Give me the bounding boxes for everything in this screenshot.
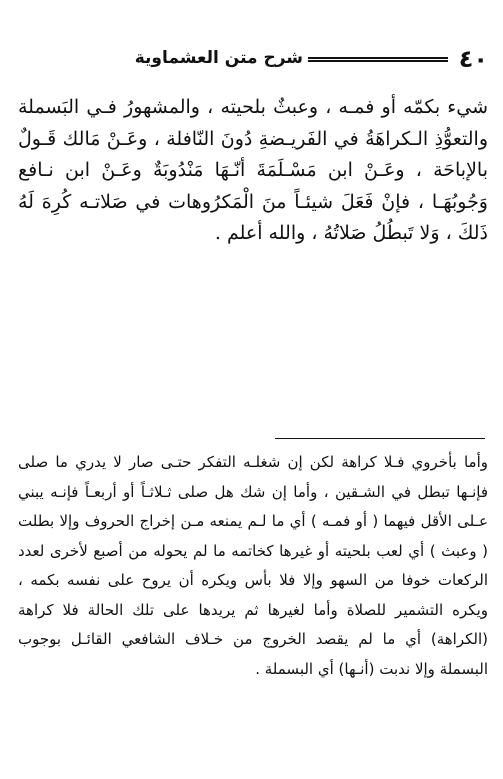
page-header	[18, 44, 488, 74]
header-divider	[308, 57, 448, 62]
main-paragraph: شيء بكمّه أو فمـه ، وعبثٌ بلحيته ، والمشهورُ فـي البَسملة والتعوُّذِ الـكراهَةُ في الفَريـضةِ دُونَ النّافلة ، وعَـنْ مَالك قَـولٌ بالإباحَة ، وعَـنْ ابن مَسْـلَمَةَ أنّـهَا مَنْدُوبَةٌ وعَـنْ ابن نـافع وَجُوبُهَـا ، فإنْ فَعَلَ شيئـاً منَ الْمَكرُوهات في صَلاتـه كُرِهَ لَهُ ذَلكَ ، وَلا تَبطُلُ صَلاتُهُ ، والله أعلم .	[18, 96, 488, 244]
footnote-paragraph: وأما بأخروي فـلا كراهة لكن إن شغلـه التفكر حتـى صار لا يدري ما صلى فإنـها تبطل في الشـقين ، وأما إن شك هل صلى ثـلاثـاً أو أربعـاً فإنـه يبني عـلى الأقل فيهما ( أو فمـه ) أي ما لـم يمنعه مـن إخراج الحروف وإلا بطلت ( وعبث ) أي لعب بلحيته أو غيرها كخاتمه ما لم يحوله من أصبع لأخرى لعدد الركعات خوفا من السهو وإلا فلا بأس ويكره أن يروح على نفسه بكمه ، ويكره التشمير للصلاة وأما لغيرها ثم يريدها على تلك الحالة فلا كراهة (الكراهة) أي ما لم يقصد الخروج من خـلاف الشافعي القائـل بوجوب البسملة وإلا ندبت (أنـها) أي البسملة .	[18, 453, 488, 678]
main-body	[18, 92, 488, 250]
page-number: ٤٠	[458, 45, 488, 73]
footnotes	[18, 448, 488, 684]
running-title: شرح متن العشماوية	[134, 48, 303, 68]
footnote-divider	[275, 438, 485, 439]
